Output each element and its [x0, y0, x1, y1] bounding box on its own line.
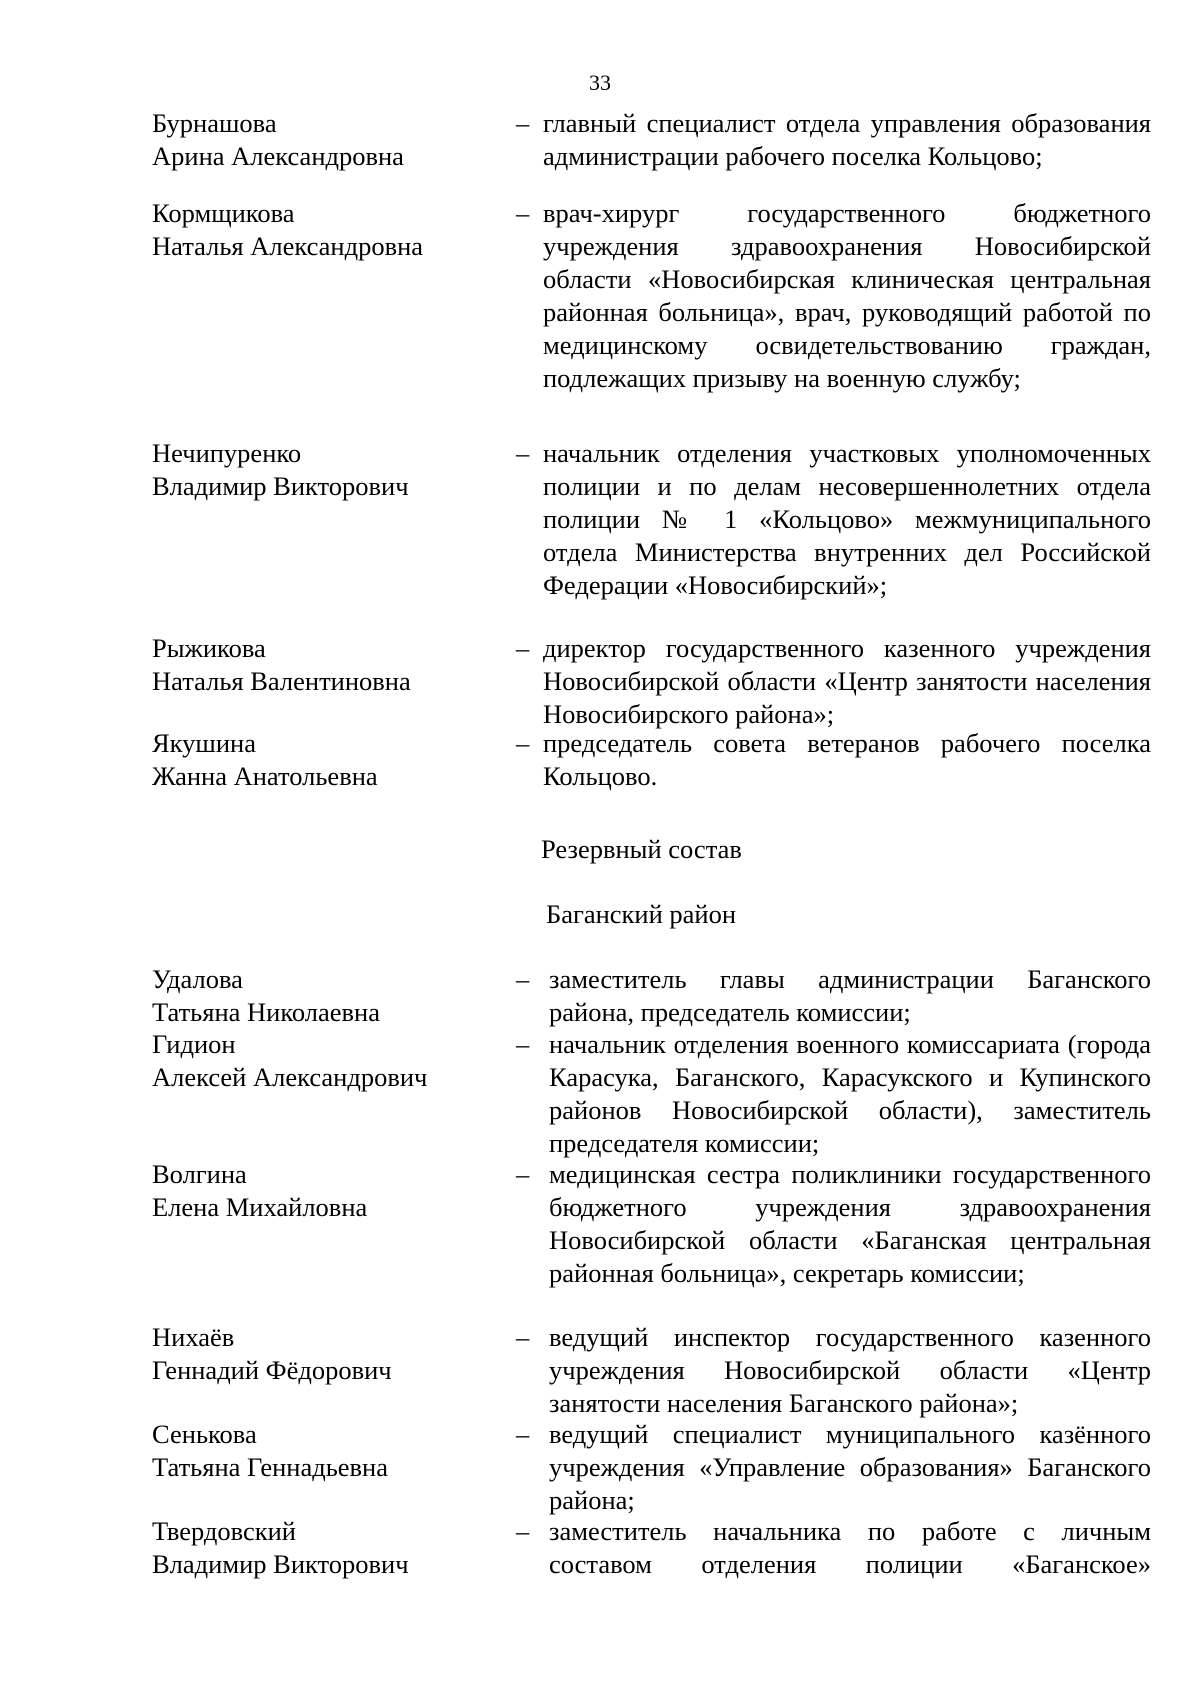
dash-separator: –	[516, 1322, 530, 1352]
member-given-names: Елена Михайловна	[152, 1192, 368, 1222]
member-surname: Удалова	[152, 964, 243, 994]
member-given-names: Алексей Александрович	[152, 1062, 428, 1092]
member-given-names: Владимир Викторович	[152, 1549, 409, 1579]
member-description: главный специалист отдела управления образования администрации рабочего поселка Кольцово;	[543, 108, 1151, 171]
member-name	[152, 1515, 492, 1581]
member-given-names: Татьяна Николаевна	[152, 997, 380, 1027]
member-name	[152, 1321, 492, 1387]
member-description: директор государственного казенного учреждения Новосибирской области «Центр занятости населения Новосибирского района»;	[543, 633, 1151, 729]
dash-separator: –	[516, 1516, 530, 1546]
member-name	[152, 632, 492, 698]
member-given-names: Жанна Анатольевна	[152, 761, 378, 791]
member-name	[152, 107, 492, 173]
member-name	[152, 1418, 492, 1484]
member-description: председатель совета ветеранов рабочего поселка Кольцово.	[543, 728, 1151, 791]
member-given-names: Наталья Александровна	[152, 231, 424, 261]
member-surname: Сенькова	[152, 1419, 257, 1449]
member-name	[152, 727, 492, 793]
member-description: заместитель главы администрации Баганского района, председатель комиссии;	[549, 964, 1151, 1027]
dash-separator: –	[516, 1419, 530, 1449]
dash-separator: –	[516, 1029, 530, 1059]
member-name	[152, 1158, 492, 1224]
member-surname: Гидион	[152, 1029, 236, 1059]
member-name	[152, 963, 492, 1029]
member-given-names: Арина Александровна	[152, 141, 404, 171]
dash-separator: –	[516, 728, 530, 758]
member-surname: Рыжикова	[152, 633, 266, 663]
member-description: начальник отделения военного комиссариата (города Карасука, Баганского, Карасукского и Купинского районов Новосибирской области), заместитель председателя комиссии;	[549, 1029, 1151, 1158]
reserve-heading: Резервный состав	[541, 834, 742, 864]
member-given-names: Владимир Викторович	[152, 471, 409, 501]
member-surname: Бурнашова	[152, 108, 277, 138]
member-description: заместитель начальника по работе с личным составом отделения полиции «Баганское»	[549, 1516, 1151, 1579]
member-surname: Нихаёв	[152, 1322, 235, 1352]
member-surname: Твердовский	[152, 1516, 296, 1546]
dash-separator: –	[516, 108, 530, 138]
member-name	[152, 197, 492, 263]
dash-separator: –	[516, 438, 530, 468]
member-description: ведущий инспектор государственного казенного учреждения Новосибирской области «Центр занятости населения Баганского района»;	[549, 1322, 1151, 1418]
member-given-names: Наталья Валентиновна	[152, 666, 411, 696]
member-name	[152, 437, 492, 503]
dash-separator: –	[516, 198, 530, 228]
member-name	[152, 1028, 492, 1094]
district-heading: Баганский район	[546, 899, 737, 929]
member-description: начальник отделения участковых уполномоченных полиции и по делам несовершеннолетних отдела полиции № 1 «Кольцово» межмуниципального отдела Министерства внутренних дел Российской Федерации «Новосибирский»;	[543, 438, 1151, 600]
member-surname: Якушина	[152, 728, 256, 758]
member-surname: Нечипуренко	[152, 438, 302, 468]
dash-separator: –	[516, 1159, 530, 1189]
dash-separator: –	[516, 964, 530, 994]
member-surname: Волгина	[152, 1159, 247, 1189]
member-given-names: Татьяна Геннадьевна	[152, 1452, 389, 1482]
member-surname: Кормщикова	[152, 198, 295, 228]
dash-separator: –	[516, 633, 530, 663]
member-given-names: Геннадий Фёдорович	[152, 1355, 392, 1385]
member-description: врач-хирург государственного бюджетного учреждения здравоохранения Новосибирской области «Новосибирская клиническая центральная районная больница», врач, руководящий работой по медицинскому освидетельствованию граждан, подлежащих призыву на военную службу;	[543, 198, 1151, 393]
page-number: 33	[589, 70, 611, 95]
member-description: ведущий специалист муниципального казённого учреждения «Управление образования» Баганского района;	[549, 1419, 1151, 1515]
member-description: медицинская сестра поликлиники государственного бюджетного учреждения здравоохранения Новосибирской области «Баганская центральная районная больница», секретарь комиссии;	[549, 1159, 1151, 1288]
